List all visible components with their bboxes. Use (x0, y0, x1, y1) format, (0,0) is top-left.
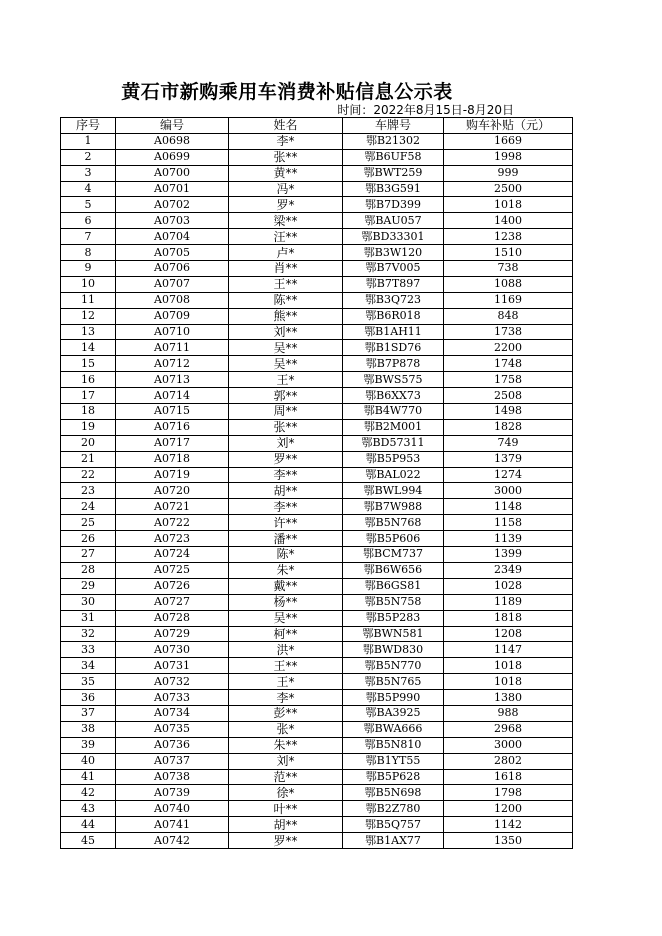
seq-cell: 4 (61, 181, 116, 197)
seq-cell: 31 (61, 610, 116, 626)
plate-cell: 鄂B3G591 (343, 181, 444, 197)
table-row (61, 261, 573, 277)
seq-cell: 39 (61, 737, 116, 753)
seq-cell: 7 (61, 229, 116, 245)
table-row (61, 324, 573, 340)
table-row (61, 149, 573, 165)
subsidy-cell: 1018 (444, 674, 573, 690)
code-cell: A0732 (116, 674, 229, 690)
seq-cell: 16 (61, 372, 116, 388)
table-row (61, 165, 573, 181)
name-cell: 罗** (229, 451, 343, 467)
plate-cell: 鄂BWL994 (343, 483, 444, 499)
subsidy-cell: 1139 (444, 531, 573, 547)
seq-cell: 45 (61, 833, 116, 849)
seq-cell: 8 (61, 245, 116, 261)
subsidy-cell: 999 (444, 165, 573, 181)
name-cell: 吴** (229, 340, 343, 356)
name-cell: 胡** (229, 483, 343, 499)
table-row (61, 340, 573, 356)
seq-cell: 19 (61, 419, 116, 435)
code-cell: A0702 (116, 197, 229, 213)
name-cell: 张** (229, 149, 343, 165)
name-cell: 戴** (229, 578, 343, 594)
name-cell: 李* (229, 133, 343, 149)
plate-cell: 鄂B1AX77 (343, 833, 444, 849)
code-cell: A0739 (116, 785, 229, 801)
table-row (61, 562, 573, 578)
seq-cell: 20 (61, 435, 116, 451)
code-cell: A0705 (116, 245, 229, 261)
name-cell: 洪* (229, 642, 343, 658)
subsidy-cell: 1798 (444, 785, 573, 801)
table-row (61, 658, 573, 674)
table-row (61, 404, 573, 420)
plate-cell: 鄂B5P606 (343, 531, 444, 547)
seq-cell: 33 (61, 642, 116, 658)
subsidy-cell: 988 (444, 705, 573, 721)
subsidy-cell: 1274 (444, 467, 573, 483)
table-row (61, 690, 573, 706)
seq-cell: 23 (61, 483, 116, 499)
plate-cell: 鄂B5N810 (343, 737, 444, 753)
code-cell: A0718 (116, 451, 229, 467)
name-cell: 汪** (229, 229, 343, 245)
plate-cell: 鄂B6GS81 (343, 578, 444, 594)
name-cell: 王* (229, 372, 343, 388)
plate-cell: 鄂B5P953 (343, 451, 444, 467)
name-cell: 朱* (229, 562, 343, 578)
seq-cell: 41 (61, 769, 116, 785)
table-row (61, 642, 573, 658)
subsidy-cell: 1748 (444, 356, 573, 372)
seq-cell: 13 (61, 324, 116, 340)
name-cell: 李** (229, 467, 343, 483)
table-row (61, 419, 573, 435)
plate-cell: 鄂BAL022 (343, 467, 444, 483)
name-cell: 许** (229, 515, 343, 531)
seq-cell: 18 (61, 404, 116, 420)
name-cell: 王** (229, 276, 343, 292)
table-row (61, 308, 573, 324)
plate-cell: 鄂B5Q757 (343, 817, 444, 833)
seq-cell: 6 (61, 213, 116, 229)
name-cell: 杨** (229, 594, 343, 610)
seq-cell: 37 (61, 705, 116, 721)
header-plate: 车牌号 (343, 118, 444, 134)
plate-cell: 鄂B3W120 (343, 245, 444, 261)
name-cell: 潘** (229, 531, 343, 547)
code-cell: A0737 (116, 753, 229, 769)
subsidy-cell: 1758 (444, 372, 573, 388)
plate-cell: 鄂B5P990 (343, 690, 444, 706)
subsidy-cell: 1208 (444, 626, 573, 642)
name-cell: 范** (229, 769, 343, 785)
code-cell: A0706 (116, 261, 229, 277)
table-header-row (61, 118, 573, 134)
code-cell: A0741 (116, 817, 229, 833)
subsidy-table (60, 117, 573, 849)
plate-cell: 鄂B7P878 (343, 356, 444, 372)
code-cell: A0727 (116, 594, 229, 610)
table-row (61, 769, 573, 785)
seq-cell: 44 (61, 817, 116, 833)
plate-cell: 鄂B5N758 (343, 594, 444, 610)
name-cell: 刘* (229, 435, 343, 451)
plate-cell: 鄂BWA666 (343, 721, 444, 737)
plate-cell: 鄂BCM737 (343, 547, 444, 563)
subsidy-cell: 1380 (444, 690, 573, 706)
code-cell: A0717 (116, 435, 229, 451)
plate-cell: 鄂B5P283 (343, 610, 444, 626)
header-seq: 序号 (61, 118, 116, 134)
name-cell: 冯* (229, 181, 343, 197)
code-cell: A0734 (116, 705, 229, 721)
seq-cell: 24 (61, 499, 116, 515)
table-row (61, 626, 573, 642)
subsidy-cell: 3000 (444, 483, 573, 499)
code-cell: A0707 (116, 276, 229, 292)
subsidy-cell: 1510 (444, 245, 573, 261)
table-row (61, 213, 573, 229)
plate-cell: 鄂BWT259 (343, 165, 444, 181)
subsidy-cell: 2349 (444, 562, 573, 578)
seq-cell: 9 (61, 261, 116, 277)
seq-cell: 32 (61, 626, 116, 642)
code-cell: A0700 (116, 165, 229, 181)
code-cell: A0728 (116, 610, 229, 626)
subsidy-cell: 1618 (444, 769, 573, 785)
table-row (61, 292, 573, 308)
plate-cell: 鄂B5N698 (343, 785, 444, 801)
plate-cell: 鄂B7T897 (343, 276, 444, 292)
table-row (61, 610, 573, 626)
table-row (61, 515, 573, 531)
table-row (61, 547, 573, 563)
code-cell: A0719 (116, 467, 229, 483)
plate-cell: 鄂B1YT55 (343, 753, 444, 769)
name-cell: 王* (229, 674, 343, 690)
plate-cell: 鄂B5N768 (343, 515, 444, 531)
table-row (61, 578, 573, 594)
table-row (61, 705, 573, 721)
seq-cell: 26 (61, 531, 116, 547)
subsidy-cell: 1200 (444, 801, 573, 817)
subsidy-cell: 1028 (444, 578, 573, 594)
name-cell: 罗** (229, 833, 343, 849)
subsidy-cell: 1669 (444, 133, 573, 149)
subsidy-cell: 1818 (444, 610, 573, 626)
code-cell: A0720 (116, 483, 229, 499)
seq-cell: 3 (61, 165, 116, 181)
subsidy-cell: 1018 (444, 658, 573, 674)
table-row (61, 133, 573, 149)
code-cell: A0711 (116, 340, 229, 356)
code-cell: A0722 (116, 515, 229, 531)
plate-cell: 鄂B5N765 (343, 674, 444, 690)
name-cell: 胡** (229, 817, 343, 833)
code-cell: A0701 (116, 181, 229, 197)
subsidy-cell: 1238 (444, 229, 573, 245)
plate-cell: 鄂B7W988 (343, 499, 444, 515)
plate-cell: 鄂B1SD76 (343, 340, 444, 356)
seq-cell: 27 (61, 547, 116, 563)
subsidy-cell: 738 (444, 261, 573, 277)
code-cell: A0725 (116, 562, 229, 578)
code-cell: A0731 (116, 658, 229, 674)
table-row (61, 531, 573, 547)
table-row (61, 833, 573, 849)
name-cell: 罗* (229, 197, 343, 213)
seq-cell: 25 (61, 515, 116, 531)
plate-cell: 鄂BWS575 (343, 372, 444, 388)
code-cell: A0730 (116, 642, 229, 658)
header-code: 编号 (116, 118, 229, 134)
seq-cell: 40 (61, 753, 116, 769)
subsidy-cell: 2500 (444, 181, 573, 197)
name-cell: 梁** (229, 213, 343, 229)
plate-cell: 鄂B2M001 (343, 419, 444, 435)
code-cell: A0704 (116, 229, 229, 245)
subsidy-cell: 1148 (444, 499, 573, 515)
code-cell: A0729 (116, 626, 229, 642)
seq-cell: 30 (61, 594, 116, 610)
code-cell: A0724 (116, 547, 229, 563)
table-row (61, 181, 573, 197)
code-cell: A0723 (116, 531, 229, 547)
code-cell: A0710 (116, 324, 229, 340)
seq-cell: 12 (61, 308, 116, 324)
code-cell: A0740 (116, 801, 229, 817)
subsidy-cell: 1088 (444, 276, 573, 292)
name-cell: 叶** (229, 801, 343, 817)
code-cell: A0735 (116, 721, 229, 737)
table-row (61, 483, 573, 499)
plate-cell: 鄂B5P628 (343, 769, 444, 785)
subsidy-cell: 2508 (444, 388, 573, 404)
seq-cell: 1 (61, 133, 116, 149)
name-cell: 周** (229, 404, 343, 420)
table-row (61, 245, 573, 261)
table-row (61, 467, 573, 483)
name-cell: 柯** (229, 626, 343, 642)
code-cell: A0716 (116, 419, 229, 435)
subsidy-cell: 1169 (444, 292, 573, 308)
subsidy-cell: 749 (444, 435, 573, 451)
plate-cell: 鄂B7D399 (343, 197, 444, 213)
subsidy-cell: 1379 (444, 451, 573, 467)
table-body (61, 133, 573, 848)
plate-cell: 鄂B6R018 (343, 308, 444, 324)
seq-cell: 36 (61, 690, 116, 706)
name-cell: 朱** (229, 737, 343, 753)
name-cell: 李* (229, 690, 343, 706)
name-cell: 陈** (229, 292, 343, 308)
name-cell: 黄** (229, 165, 343, 181)
code-cell: A0708 (116, 292, 229, 308)
plate-cell: 鄂BWN581 (343, 626, 444, 642)
table-row (61, 785, 573, 801)
subsidy-cell: 3000 (444, 737, 573, 753)
plate-cell: 鄂B7V005 (343, 261, 444, 277)
table-row (61, 801, 573, 817)
table-row (61, 276, 573, 292)
plate-cell: 鄂BD57311 (343, 435, 444, 451)
header-subsidy: 购车补贴（元） (444, 118, 573, 134)
subsidy-cell: 1498 (444, 404, 573, 420)
code-cell: A0714 (116, 388, 229, 404)
plate-cell: 鄂BWD830 (343, 642, 444, 658)
plate-cell: 鄂B5N770 (343, 658, 444, 674)
seq-cell: 10 (61, 276, 116, 292)
table-row (61, 356, 573, 372)
subsidy-cell: 1399 (444, 547, 573, 563)
name-cell: 熊** (229, 308, 343, 324)
name-cell: 陈* (229, 547, 343, 563)
seq-cell: 38 (61, 721, 116, 737)
seq-cell: 34 (61, 658, 116, 674)
page-title: 黄石市新购乘用车消费补贴信息公示表 (121, 81, 453, 103)
code-cell: A0703 (116, 213, 229, 229)
plate-cell: 鄂BD33301 (343, 229, 444, 245)
subsidy-cell: 1738 (444, 324, 573, 340)
seq-cell: 35 (61, 674, 116, 690)
table-row (61, 435, 573, 451)
table-row (61, 451, 573, 467)
subsidy-cell: 2200 (444, 340, 573, 356)
plate-cell: 鄂B6XX73 (343, 388, 444, 404)
subsidy-cell: 1828 (444, 419, 573, 435)
name-cell: 徐* (229, 785, 343, 801)
subsidy-cell: 1142 (444, 817, 573, 833)
code-cell: A0726 (116, 578, 229, 594)
table-row (61, 388, 573, 404)
table-row (61, 817, 573, 833)
seq-cell: 21 (61, 451, 116, 467)
table-row (61, 594, 573, 610)
code-cell: A0699 (116, 149, 229, 165)
code-cell: A0713 (116, 372, 229, 388)
plate-cell: 鄂B3Q723 (343, 292, 444, 308)
plate-cell: 鄂B1AH11 (343, 324, 444, 340)
code-cell: A0698 (116, 133, 229, 149)
subsidy-cell: 2968 (444, 721, 573, 737)
subsidy-cell: 1147 (444, 642, 573, 658)
plate-cell: 鄂BA3925 (343, 705, 444, 721)
seq-cell: 17 (61, 388, 116, 404)
table-row (61, 499, 573, 515)
table-row (61, 737, 573, 753)
table-row (61, 674, 573, 690)
code-cell: A0733 (116, 690, 229, 706)
subsidy-cell: 1158 (444, 515, 573, 531)
code-cell: A0715 (116, 404, 229, 420)
code-cell: A0736 (116, 737, 229, 753)
plate-cell: 鄂BAU057 (343, 213, 444, 229)
name-cell: 刘** (229, 324, 343, 340)
code-cell: A0709 (116, 308, 229, 324)
subsidy-cell: 1998 (444, 149, 573, 165)
plate-cell: 鄂B6W656 (343, 562, 444, 578)
seq-cell: 15 (61, 356, 116, 372)
code-cell: A0721 (116, 499, 229, 515)
plate-cell: 鄂B4W770 (343, 404, 444, 420)
seq-cell: 11 (61, 292, 116, 308)
plate-cell: 鄂B6UF58 (343, 149, 444, 165)
seq-cell: 29 (61, 578, 116, 594)
table-row (61, 197, 573, 213)
seq-cell: 14 (61, 340, 116, 356)
table-row (61, 721, 573, 737)
code-cell: A0742 (116, 833, 229, 849)
header-name: 姓名 (229, 118, 343, 134)
date-range: 时间：2022年8月15日-8月20日 (337, 103, 514, 117)
table-row (61, 753, 573, 769)
subsidy-cell: 848 (444, 308, 573, 324)
name-cell: 郭** (229, 388, 343, 404)
seq-cell: 28 (61, 562, 116, 578)
name-cell: 卢* (229, 245, 343, 261)
name-cell: 李** (229, 499, 343, 515)
plate-cell: 鄂B2Z780 (343, 801, 444, 817)
table-row (61, 229, 573, 245)
seq-cell: 5 (61, 197, 116, 213)
subsidy-cell: 1400 (444, 213, 573, 229)
name-cell: 吴** (229, 610, 343, 626)
seq-cell: 42 (61, 785, 116, 801)
name-cell: 肖** (229, 261, 343, 277)
seq-cell: 22 (61, 467, 116, 483)
subsidy-cell: 2802 (444, 753, 573, 769)
seq-cell: 2 (61, 149, 116, 165)
table-row (61, 372, 573, 388)
name-cell: 刘* (229, 753, 343, 769)
seq-cell: 43 (61, 801, 116, 817)
subsidy-cell: 1018 (444, 197, 573, 213)
name-cell: 吴** (229, 356, 343, 372)
code-cell: A0712 (116, 356, 229, 372)
subsidy-cell: 1350 (444, 833, 573, 849)
code-cell: A0738 (116, 769, 229, 785)
plate-cell: 鄂B21302 (343, 133, 444, 149)
name-cell: 张* (229, 721, 343, 737)
name-cell: 王** (229, 658, 343, 674)
name-cell: 彭** (229, 705, 343, 721)
subsidy-cell: 1189 (444, 594, 573, 610)
name-cell: 张** (229, 419, 343, 435)
